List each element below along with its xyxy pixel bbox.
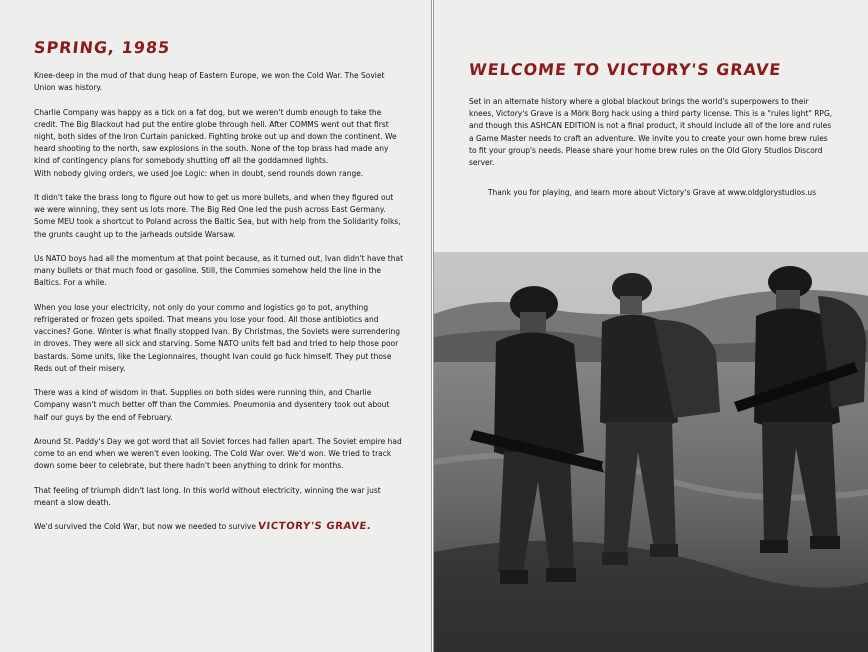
closing-text: We'd survived the Cold War, but now we needed to survive [34, 522, 259, 532]
paragraph: With nobody giving orders, we used Joe Logic: when in doubt, send rounds down range. [34, 168, 364, 178]
left-page-title: SPRING, 1985 [33, 38, 172, 57]
paragraph: There was a kind of wisdom in that. Supplies on both sides were running thin, and Charlie Company wasn't much better off than the Commies. Pneumonia and dysentery took out about half our guys by the end of February. [34, 388, 390, 422]
paragraph: Charlie Company was happy as a tick on a fat dog, but we weren't dumb enough to take the credit. The Big Blackout had put the entire globe through hell. After COMMS went out that first night, both sides of the Iron Curtain panicked. Fighting broke out up and down the continent. We heard shooting to the north, saw explosions in the south. None of the top brass had made any kind of contingency plans for somebody shutting off all the goddamned lights. [34, 107, 397, 166]
left-page [0, 0, 432, 652]
left-page-body [34, 70, 404, 546]
closing-paragraph [34, 521, 404, 533]
paragraph: Us NATO boys had all the momentum at that point because, as it turned out, Ivan didn't have that many bullets or that much food or gasoline. Still, the Commies somehow held the line in the Baltics. For a while. [34, 254, 404, 288]
paragraph: That feeling of triumph didn't last long. In this world without electricity, winning the war just meant a slow death. [34, 485, 381, 507]
paragraph: When you lose your electricity, not only do your commo and logistics go to pot, anything refrigerated or frozen gets spoiled. That means you lose your food. All those antibiotics and vaccines? Gone. Winter is what finally stopped Ivan. By Christmas, the Soviets were surrendering in droves. They were all sick and starving. Some NATO units felt bad and tried to help those poor bastards. Some units, like the Legionnaires, thought Ivan could go fuck himself. They put those Reds out of their misery. [34, 302, 400, 373]
right-page [433, 0, 868, 652]
right-page-intro [469, 96, 835, 181]
paragraph: It didn't take the brass long to figure out how to get us more bullets, and when they figured out we were winning, they sent us lots more. The Big Red One led the push across East Germany. Some MEU took a shortcut to Poland across the Baltic Sea, but with help from the Solidarity folks, the grunts caught up to the jarheads outside Warsaw. [34, 193, 401, 239]
soldiers-photo [434, 252, 868, 652]
intro-paragraph: Set in an alternate history where a global blackout brings the world's superpowers to their knees, Victory's Grave is a Mörk Borg hack using a third party license. This is a "rules light" RPG, and though this ASHCAN EDITION is not a final product, it should include all of the lore and rules a Game Master needs to craft an adventure. We invite you to create your own home brew rules to fit your group's needs. Please share your home brew rules on the Old Glory Studios Discord server. [469, 97, 833, 168]
right-page-title: WELCOME TO VICTORY'S GRAVE [468, 60, 783, 79]
paragraph: Around St. Paddy's Day we got word that all Soviet forces had fallen apart. The Soviet empire had come to an end when we weren't even looking. The Cold War over. We'd won. We tried to track down some beer to celebrate, but there hadn't been anything to drink for months. [34, 437, 402, 471]
paragraph: Knee-deep in the mud of that dung heap of Eastern Europe, we won the Cold War. The Soviet Union was history. [34, 71, 385, 93]
closing-brand: VICTORY'S GRAVE. [257, 521, 373, 533]
thanks-note: Thank you for playing, and learn more about Victory's Grave at www.oldglorystudios.us [487, 188, 817, 197]
